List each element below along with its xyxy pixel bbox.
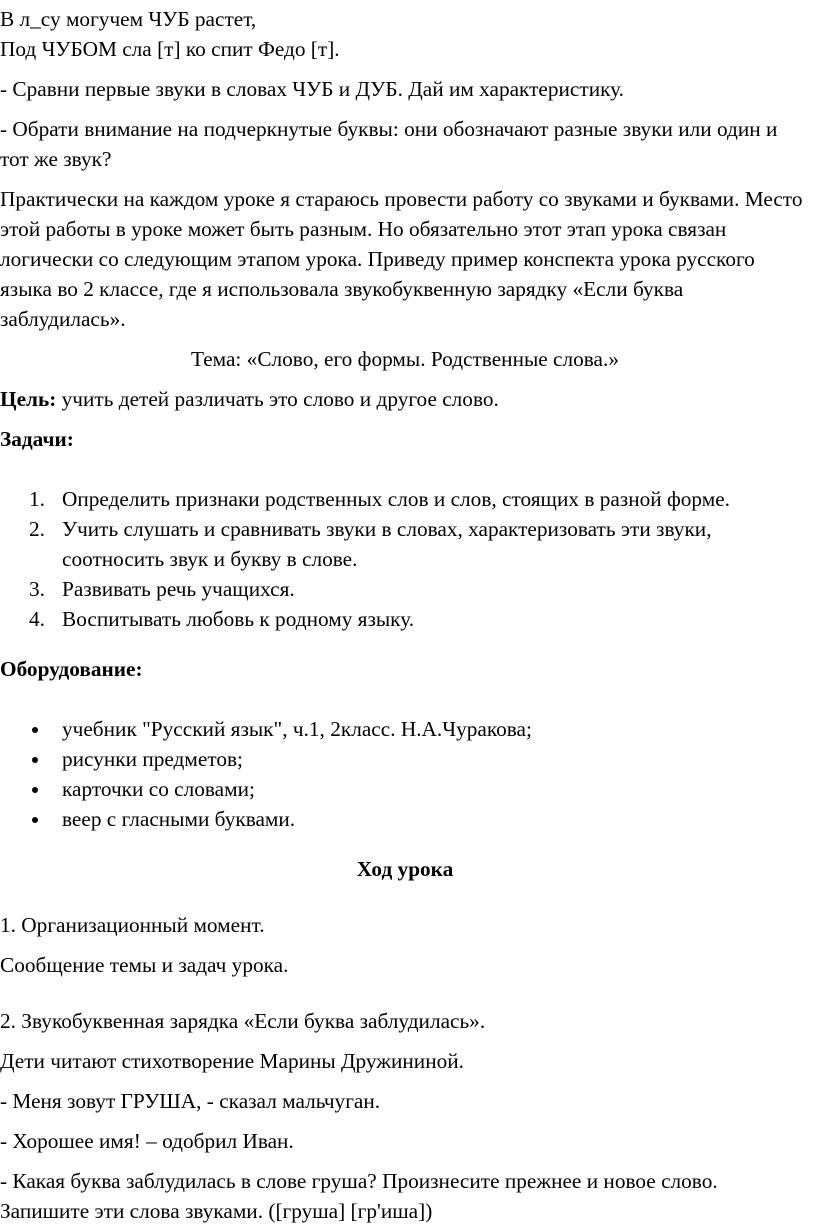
lesson-paragraph: - Какая буква заблудилась в слове груша? Произнесите прежнее и новое слово. Запишите эти слова звуками. ([груша] [гр'иша]) xyxy=(0,1169,718,1223)
list-item xyxy=(62,744,810,774)
tasks-list xyxy=(0,484,810,634)
list-item xyxy=(29,604,810,634)
list-item-text: рисунки предметов; xyxy=(62,747,243,771)
list-number: 4. xyxy=(29,607,45,631)
lesson-topic: Тема: «Слово, его формы. Родственные слова.» xyxy=(191,347,619,371)
goal-text: учить детей различать это слово и другое слово. xyxy=(56,387,499,411)
lesson-paragraph: Сообщение темы и задач урока. xyxy=(0,953,289,977)
list-item-text: Определить признаки родственных слов и слов, стоящих в разной форме. xyxy=(62,487,731,511)
list-item-text: Развивать речь учащихся. xyxy=(62,577,295,601)
tasks-heading: Задачи: xyxy=(0,427,74,451)
list-item xyxy=(29,484,810,514)
list-item-text: Учить слушать и сравнивать звуки в словах, характеризовать эти звуки, соотносить звук и букву в слове. xyxy=(62,517,712,571)
lesson-goal xyxy=(0,384,810,414)
list-item-text: учебник "Русский язык", ч.1, 2класс. Н.А.Чуракова; xyxy=(62,717,532,741)
lesson-paragraph: - Меня зовут ГРУША, - сказал мальчуган. xyxy=(0,1089,381,1113)
equipment-heading: Оборудование: xyxy=(0,657,143,681)
list-item xyxy=(62,774,810,804)
bullet-icon xyxy=(32,727,38,733)
lesson-paragraph: 2. Звукобуквенная зарядка «Если буква заблудилась». xyxy=(0,1009,486,1033)
bullet-icon xyxy=(32,817,38,823)
list-item-text: карточки со словами; xyxy=(62,777,255,801)
equipment-list xyxy=(0,714,810,834)
list-number: 1. xyxy=(29,487,45,511)
list-item xyxy=(62,804,810,834)
poem-line: В л_су могучем ЧУБ растет, xyxy=(0,7,257,31)
lesson-paragraph: Дети читают стихотворение Марины Дружининой. xyxy=(0,1049,464,1073)
list-item xyxy=(29,514,810,574)
list-number: 2. xyxy=(29,517,45,541)
list-item-text: веер с гласными буквами. xyxy=(62,807,296,831)
list-number: 3. xyxy=(29,577,45,601)
intro-paragraph: Практически на каждом уроке я стараюсь провести работу со звуками и буквами. Место этой работы в уроке может быть разным. Но обязательно этот этап урока связан логически со следующим этапом урока. Приведу пример конспекта урока русского языка во 2 классе, где я использовала звукобуквенную зарядку «Если буква заблудилась». xyxy=(0,187,803,331)
question-paragraph: - Обрати внимание на подчеркнутые буквы: они обозначают разные звуки или один и тот же звук? xyxy=(0,117,778,171)
list-item-text: Воспитывать любовь к родному языку. xyxy=(62,607,415,631)
lesson-paragraph: - Хорошее имя! – одобрил Иван. xyxy=(0,1129,294,1153)
poem-line: Под ЧУБОМ сла [т] ко спит Федо [т]. xyxy=(0,37,340,61)
bullet-icon xyxy=(32,757,38,763)
list-item xyxy=(62,714,810,744)
bullet-icon xyxy=(32,787,38,793)
lesson-heading: Ход урока xyxy=(356,857,454,881)
question-paragraph: - Сравни первые звуки в словах ЧУБ и ДУБ. Дай им характеристику. xyxy=(0,77,624,101)
lesson-paragraph: 1. Организационный момент. xyxy=(0,913,265,937)
list-item xyxy=(29,574,810,604)
goal-label: Цель: xyxy=(0,387,57,411)
